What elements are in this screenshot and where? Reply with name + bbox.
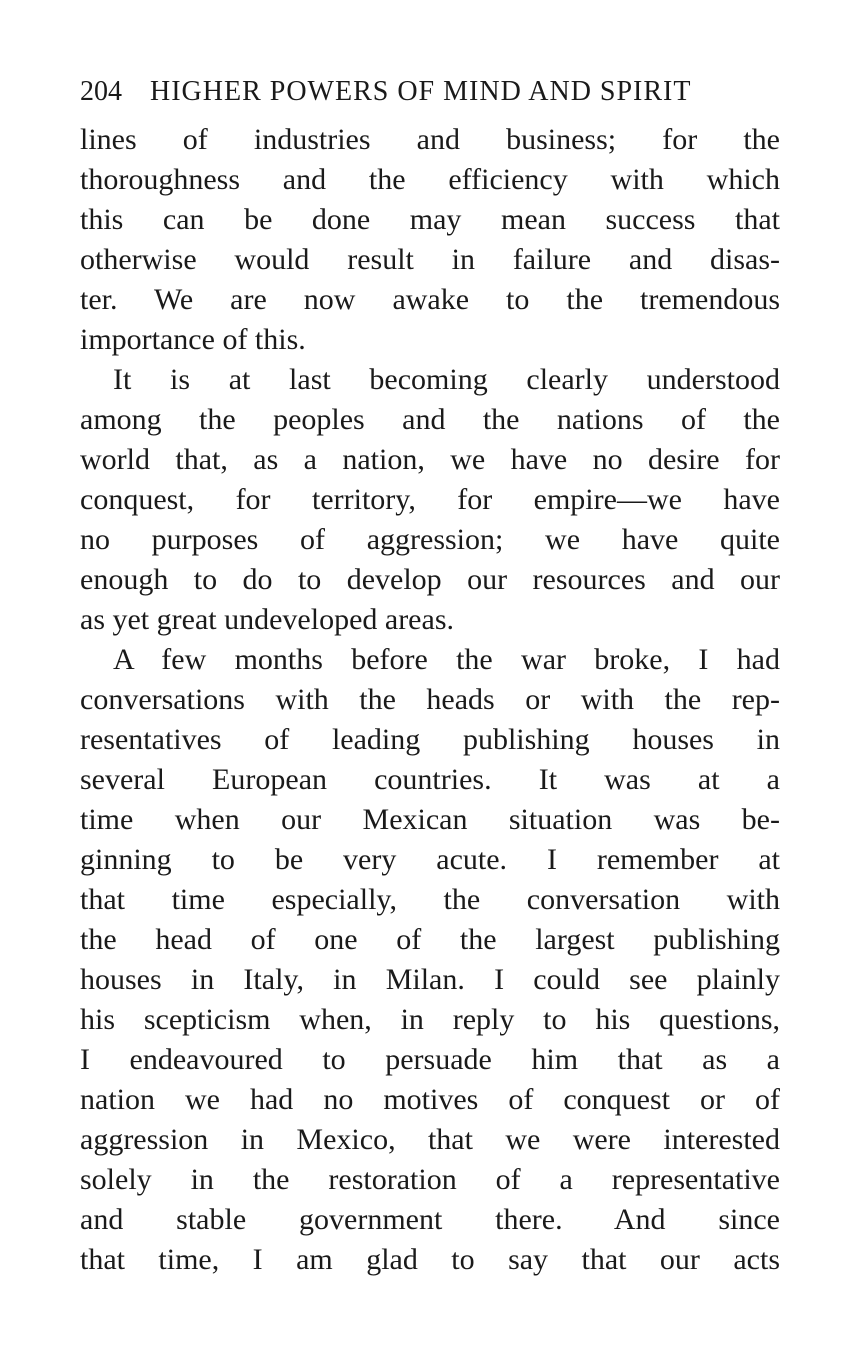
- text-line: ter. We are now awake to the tremendous: [80, 283, 780, 316]
- text-line: solely in the restoration of a representative: [80, 1163, 780, 1196]
- text-line: no purposes of aggression; we have quite: [80, 523, 780, 556]
- text-line: conquest, for territory, for empire—we have: [80, 483, 780, 516]
- text-line: thoroughness and the efficiency with which: [80, 163, 780, 196]
- text-line: time when our Mexican situation was be-: [80, 803, 780, 836]
- text-line: nation we had no motives of conquest or of: [80, 1083, 780, 1116]
- text-line: as yet great undeveloped areas.: [80, 603, 454, 636]
- text-line: that time, I am glad to say that our acts: [80, 1243, 780, 1276]
- text-line: importance of this.: [80, 323, 306, 356]
- book-page: [80, 72, 780, 1280]
- text-line: enough to do to develop our resources and our: [80, 563, 780, 596]
- text-line: and stable government there. And since: [80, 1203, 780, 1236]
- paragraph-3: [80, 640, 780, 1280]
- text-line: houses in Italy, in Milan. I could see plainly: [80, 963, 780, 996]
- text-line: several European countries. It was at a: [80, 763, 780, 796]
- text-line: his scepticism when, in reply to his questions,: [80, 1003, 780, 1036]
- page-number: 204: [80, 76, 122, 107]
- text-line: resentatives of leading publishing houses in: [80, 723, 780, 756]
- text-line: that time especially, the conversation with: [80, 883, 780, 916]
- text-line: this can be done may mean success that: [80, 203, 780, 236]
- text-line: lines of industries and business; for the: [80, 123, 780, 156]
- paragraph-1: [80, 120, 780, 360]
- text-line: the head of one of the largest publishing: [80, 923, 780, 956]
- text-line: among the peoples and the nations of the: [80, 403, 780, 436]
- text-line: conversations with the heads or with the rep-: [80, 683, 780, 716]
- text-line: world that, as a nation, we have no desire for: [80, 443, 780, 476]
- paragraph-2: [80, 360, 780, 640]
- text-line: I endeavoured to persuade him that as a: [80, 1043, 780, 1076]
- running-head: [80, 72, 780, 120]
- running-title: HIGHER POWERS OF MIND AND SPIRIT: [150, 76, 692, 107]
- text-line: A few months before the war broke, I had: [113, 643, 780, 676]
- text-line: It is at last becoming clearly understood: [113, 363, 780, 396]
- text-line: otherwise would result in failure and disas-: [80, 243, 780, 276]
- text-line: ginning to be very acute. I remember at: [80, 843, 780, 876]
- text-line: aggression in Mexico, that we were interested: [80, 1123, 780, 1156]
